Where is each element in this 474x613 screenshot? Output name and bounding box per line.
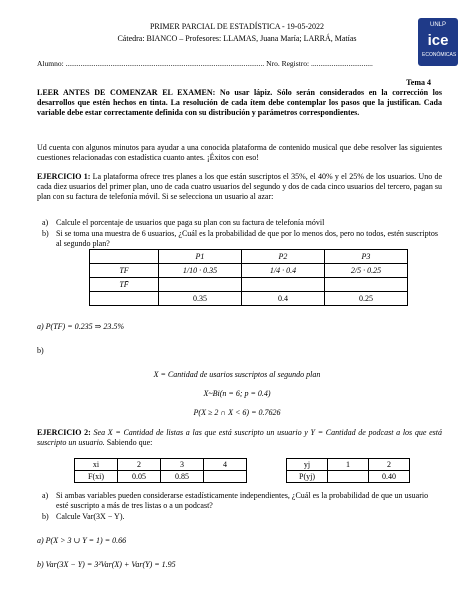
table-cell <box>159 278 242 292</box>
table-cell: P(yj) <box>287 471 328 483</box>
table-cell: TF̄ <box>90 278 159 292</box>
table-cell: 2 <box>369 459 410 471</box>
probability-table <box>89 249 408 306</box>
answer-1b-variable: X = Cantidad de usarios suscriptos al segundo plan <box>153 370 321 379</box>
question-b-text: Si se toma una muestra de 6 usuarios, ¿Cuál es la probabilidad de que por lo menos dos, pero no todos, estén suscriptos al segundo plan? <box>56 229 438 248</box>
table-cell: 2/5 · 0.25 <box>325 264 408 278</box>
table-cell: 2 <box>118 459 161 471</box>
logo-main-text: ice <box>427 32 449 49</box>
student-info-line: Alumno: .......................................................................................................... Nro. Registro: ................................. <box>37 59 373 68</box>
question-b-text: Calcule Var(3X − Y). <box>56 512 125 521</box>
exercise-2-body: Sea X = Cantidad de listas a las que está suscripto un usuario y Y = Cantidad de podcast a los que está suscripto un usuario. <box>37 428 442 447</box>
y-distribution-table <box>286 458 410 483</box>
intro-text: Ud cuenta con algunos minutos para ayudar a una conocida plataforma de contenido musical que debe resolver las siguientes cuestiones relacionadas con estadística cuanto antes. ¡Éxitos con eso! <box>37 143 442 162</box>
answer-2b: b) Var(3X − Y) = 3²Var(X) + Var(Y) = 1.95 <box>37 560 176 569</box>
question-a-text: Si ambas variables pueden considerarse estadísticamente independientes, ¿Cuál es la probabilidad de que un usuario esté suscripto a más de tres listas o a un podcast? <box>56 491 429 510</box>
exercise-1-title: EJERCICIO 1: <box>37 172 91 181</box>
table-cell: F(xi) <box>75 471 118 483</box>
table-row <box>90 250 408 264</box>
table-row <box>75 471 247 483</box>
logo-top-text: UNLP <box>429 22 446 28</box>
exercise-1-text <box>37 172 442 202</box>
table-cell: 0.35 <box>159 292 242 306</box>
question-a-text: Calcule el porcentaje de usuarios que paga su plan con su factura de telefonía móvil <box>56 218 325 227</box>
table-cell <box>328 471 369 483</box>
table-cell <box>90 250 159 264</box>
exam-title: PRIMER PARCIAL DE ESTADÍSTICA - 19-05-2022 <box>149 22 325 31</box>
table-cell: 4 <box>204 459 247 471</box>
answer-2a: a) P(X > 3 ∪ Y = 1) = 0.66 <box>37 536 127 545</box>
table-cell: 0.85 <box>161 471 204 483</box>
table-cell: 0.25 <box>325 292 408 306</box>
answer-1b-result: P(X ≥ 2 ∩ X < 6) = 0.7626 <box>193 408 281 417</box>
logo-bottom-text: ECONÓMICAS <box>422 52 457 58</box>
table-cell <box>242 278 325 292</box>
table-cell: 0.40 <box>369 471 410 483</box>
table-cell: 1 <box>328 459 369 471</box>
tema-label: Tema 4 <box>406 78 431 87</box>
table-row <box>75 459 247 471</box>
table-cell: 0.05 <box>118 471 161 483</box>
exercise-1-body: La plataforma ofrece tres planes a los que están suscriptos el 35%, el 40% y el 25% de los usuarios. Uno de cada diez usuarios del primer plan, uno de cada cuatro usuarios del segundo y dos de cada cinco usuarios del tercero, pagan su plan con su factura de telefonía móvil. Si se selecciona un usuario al azar: <box>37 172 442 201</box>
table-cell: P1 <box>159 250 242 264</box>
x-distribution-table <box>74 458 247 483</box>
exercise-2-text <box>37 428 442 448</box>
table-cell: P3 <box>325 250 408 264</box>
table-row <box>90 292 408 306</box>
answer-1a: a) P(TF) = 0.235 ⇒ 23.5% <box>37 322 124 331</box>
exam-subtitle: Cátedra: BIANCO – Profesores: LLAMAS, Juana María; LARRÁ, Matías <box>117 34 357 43</box>
exercise-2-question-b: b) Calcule Var(3X − Y). <box>42 512 125 521</box>
university-logo <box>418 18 458 66</box>
table-cell: 3 <box>161 459 204 471</box>
instructions: LEER ANTES DE COMENZAR EL EXAMEN: No usar lápiz. Sólo serán considerados en la corrección los desarrollos que estén hechos en tinta. La resolución de cada ítem debe contemplar los pasos que la justifican. Cada variable debe estar correctamente definida con su distribución y parámetros correspondientes. <box>37 88 442 117</box>
exercise-2-question-a: a) Si ambas variables pueden considerarse estadísticamente independientes, ¿Cuál es la probabilidad de que un usuario esté suscripto a más de tres listas o a un podcast? <box>42 491 429 510</box>
exercise-2-body-end: Sabiendo que: <box>104 438 153 447</box>
table-cell: 0.4 <box>242 292 325 306</box>
table-row <box>287 459 410 471</box>
answer-1b-distribution: X~Bi(n = 6; p = 0.4) <box>203 389 271 398</box>
exercise-1-question-b: b) Si se toma una muestra de 6 usuarios, ¿Cuál es la probabilidad de que por lo menos dos, pero no todos, estén suscriptos al segundo plan? <box>42 229 438 248</box>
table-cell <box>204 471 247 483</box>
table-row <box>90 264 408 278</box>
table-row <box>90 278 408 292</box>
answer-1b-label: b) <box>37 346 44 355</box>
table-cell: yj <box>287 459 328 471</box>
table-cell: 1/4 · 0.4 <box>242 264 325 278</box>
table-cell <box>90 292 159 306</box>
table-cell: 1/10 · 0.35 <box>159 264 242 278</box>
exercise-1-question-a: a) Calcule el porcentaje de usuarios que paga su plan con su factura de telefonía móvil <box>42 218 325 227</box>
table-cell: xi <box>75 459 118 471</box>
exercise-2-title: EJERCICIO 2: <box>37 428 91 437</box>
table-cell <box>325 278 408 292</box>
table-cell: TF <box>90 264 159 278</box>
table-row <box>287 471 410 483</box>
table-cell: P2 <box>242 250 325 264</box>
